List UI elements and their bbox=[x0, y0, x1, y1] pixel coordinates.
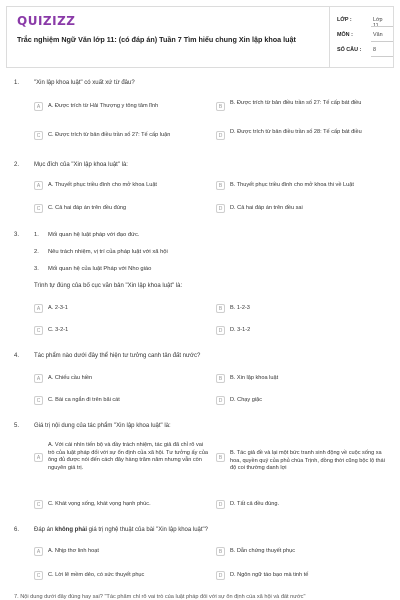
worksheet-title: Trắc nghiệm Ngữ Văn lớp 11: (có đáp án) Tuần 7 Tìm hiểu chung Xin lập khoa luật bbox=[17, 35, 296, 44]
option-b[interactable]: B B. Dẫn chứng thuyết phục bbox=[216, 547, 386, 559]
option-c[interactable]: C C. Bài ca ngắn đi trên bãi cát bbox=[34, 396, 204, 408]
question-text: Đáp án không phải giá trị nghệ thuật của bài "Xin lập khoa luật"? bbox=[34, 527, 209, 533]
meta-divider bbox=[329, 7, 330, 67]
question-text: Mục đích của "Xin lập khoa luật" là: bbox=[34, 162, 128, 168]
question-text: Tác phẩm nào dưới đây thể hiện tư tưởng canh tân đất nước? bbox=[34, 353, 201, 359]
option-a[interactable]: A A. Thuyết phục triều đình cho mở khoa Luật bbox=[34, 181, 204, 193]
option-letter-badge: C bbox=[34, 500, 43, 509]
question-number: 2. bbox=[14, 162, 20, 168]
option-letter-badge: D bbox=[216, 571, 225, 580]
question-number: 6. bbox=[14, 527, 20, 533]
option-letter-badge: A bbox=[34, 181, 43, 190]
list-item: 3. Mối quan hệ của luật Pháp với Nho giáo bbox=[34, 266, 152, 272]
option-letter-badge: B bbox=[216, 304, 225, 313]
question-number: 3. bbox=[14, 232, 20, 238]
option-letter-badge: D bbox=[216, 326, 225, 335]
option-d[interactable]: D D. 3-1-2 bbox=[216, 326, 386, 338]
option-letter-badge: B bbox=[216, 374, 225, 383]
option-letter-badge: D bbox=[216, 500, 225, 509]
question-number: 4. bbox=[14, 353, 20, 359]
option-letter-badge: C bbox=[34, 131, 43, 140]
list-item: 2. Nêu trách nhiệm, vị trí của pháp luật với xã hội bbox=[34, 249, 168, 255]
option-c[interactable]: C C. Khát vọng sống, khát vọng hạnh phúc. bbox=[34, 500, 204, 512]
question-number: 1. bbox=[14, 80, 20, 86]
option-b[interactable]: B B. Được trích từ bản điều trần số 27: Tế cấp bát điều bbox=[216, 99, 386, 111]
meta-subject: MÔN : Văn bbox=[337, 32, 387, 38]
question-text: Trình tự đúng của bố cục văn bản "Xin lập khoa luật" là: bbox=[34, 283, 183, 289]
option-b[interactable]: B B. 1-2-3 bbox=[216, 304, 386, 316]
option-letter-badge: C bbox=[34, 204, 43, 213]
option-b[interactable]: B B. Thuyết phục triều đình cho mở khoa thi về Luật bbox=[216, 181, 386, 193]
option-a[interactable]: A A. Được trích từ Hải Thượng y tông tâm lĩnh bbox=[34, 102, 204, 114]
list-item: 1. Mối quan hệ luật pháp với đạo đức. bbox=[34, 232, 140, 238]
option-letter-badge: A bbox=[34, 453, 43, 462]
option-letter-badge: C bbox=[34, 396, 43, 405]
option-letter-badge: A bbox=[34, 102, 43, 111]
option-a[interactable]: A A. 2-3-1 bbox=[34, 304, 204, 316]
option-b[interactable]: B B. Tác giả đề và lại một bức tranh sinh động về cuộc sống xa hoa, quyền quý của phủ chúa Trịnh, đồng thời cũng bộc lộ thái độ coi thường danh lợi bbox=[216, 449, 386, 461]
option-letter-badge: A bbox=[34, 304, 43, 313]
option-d[interactable]: D D. Chạy giặc bbox=[216, 396, 386, 408]
option-a[interactable]: A A. Với cái nhìn tiến bộ và đầy trách nhiệm, tác giả đã chỉ rõ vai trò của luật pháp đối với sự ổn định của xã hội. Tư tưởng ấy của ông đủ được nói đến cách đây hàng trăm năm nhưng vẫn còn nguyên giá trị. bbox=[34, 441, 209, 453]
option-letter-badge: A bbox=[34, 374, 43, 383]
option-c[interactable]: C C. Lời lẽ mềm dẻo, có sức thuyết phục bbox=[34, 571, 204, 583]
option-letter-badge: D bbox=[216, 204, 225, 213]
meta-class: LỚP : Lớp bbox=[337, 17, 387, 23]
option-a[interactable]: A A. Chiếu cầu hiền bbox=[34, 374, 204, 386]
option-d[interactable]: D D. Cả hai đáp án trên đều sai bbox=[216, 204, 386, 216]
option-letter-badge: B bbox=[216, 547, 225, 556]
option-d[interactable]: D D. Tất cả đều đúng. bbox=[216, 500, 386, 512]
option-letter-badge: B bbox=[216, 453, 225, 462]
question-text: "Xin lập khoa luật" có xuất xứ từ đâu? bbox=[34, 80, 135, 86]
option-letter-badge: C bbox=[34, 571, 43, 580]
option-d[interactable]: D D. Được trích từ bản điều trần số 28: Tế cấp bát điều bbox=[216, 128, 386, 140]
option-letter-badge: A bbox=[34, 547, 43, 556]
option-c[interactable]: C C. Được trích từ bản điều trần số 27: Tế cấp luận bbox=[34, 131, 204, 143]
option-d[interactable]: D D. Ngôn ngữ táo bạo mà tinh tế bbox=[216, 571, 386, 583]
option-c[interactable]: C C. 3-2-1 bbox=[34, 326, 204, 338]
option-letter-badge: D bbox=[216, 131, 225, 140]
option-b[interactable]: B B. Xin lập khoa luật bbox=[216, 374, 386, 386]
worksheet-header bbox=[6, 6, 394, 68]
option-letter-badge: D bbox=[216, 396, 225, 405]
quizizz-logo: QUIZIZZ bbox=[17, 14, 76, 28]
question-number: 5. bbox=[14, 423, 20, 429]
option-letter-badge: C bbox=[34, 326, 43, 335]
meta-question-count: SỐ CÂU : 8 bbox=[337, 47, 387, 53]
option-letter-badge: B bbox=[216, 181, 225, 190]
question-7-cut-off: 7. Nội dung dưới đây đúng hay sai? "Tác phẩm chỉ rõ vai trò của luật pháp đối với sự ổn định của xã hội và đất nước" bbox=[14, 594, 306, 600]
option-a[interactable]: A A. Nhịp thơ linh hoạt bbox=[34, 547, 204, 559]
question-text: Giá trị nội dung của tác phẩm "Xin lập khoa luật" là: bbox=[34, 423, 171, 429]
option-letter-badge: B bbox=[216, 102, 225, 111]
option-c[interactable]: C C. Cả hai đáp án trên đều đúng bbox=[34, 204, 204, 216]
